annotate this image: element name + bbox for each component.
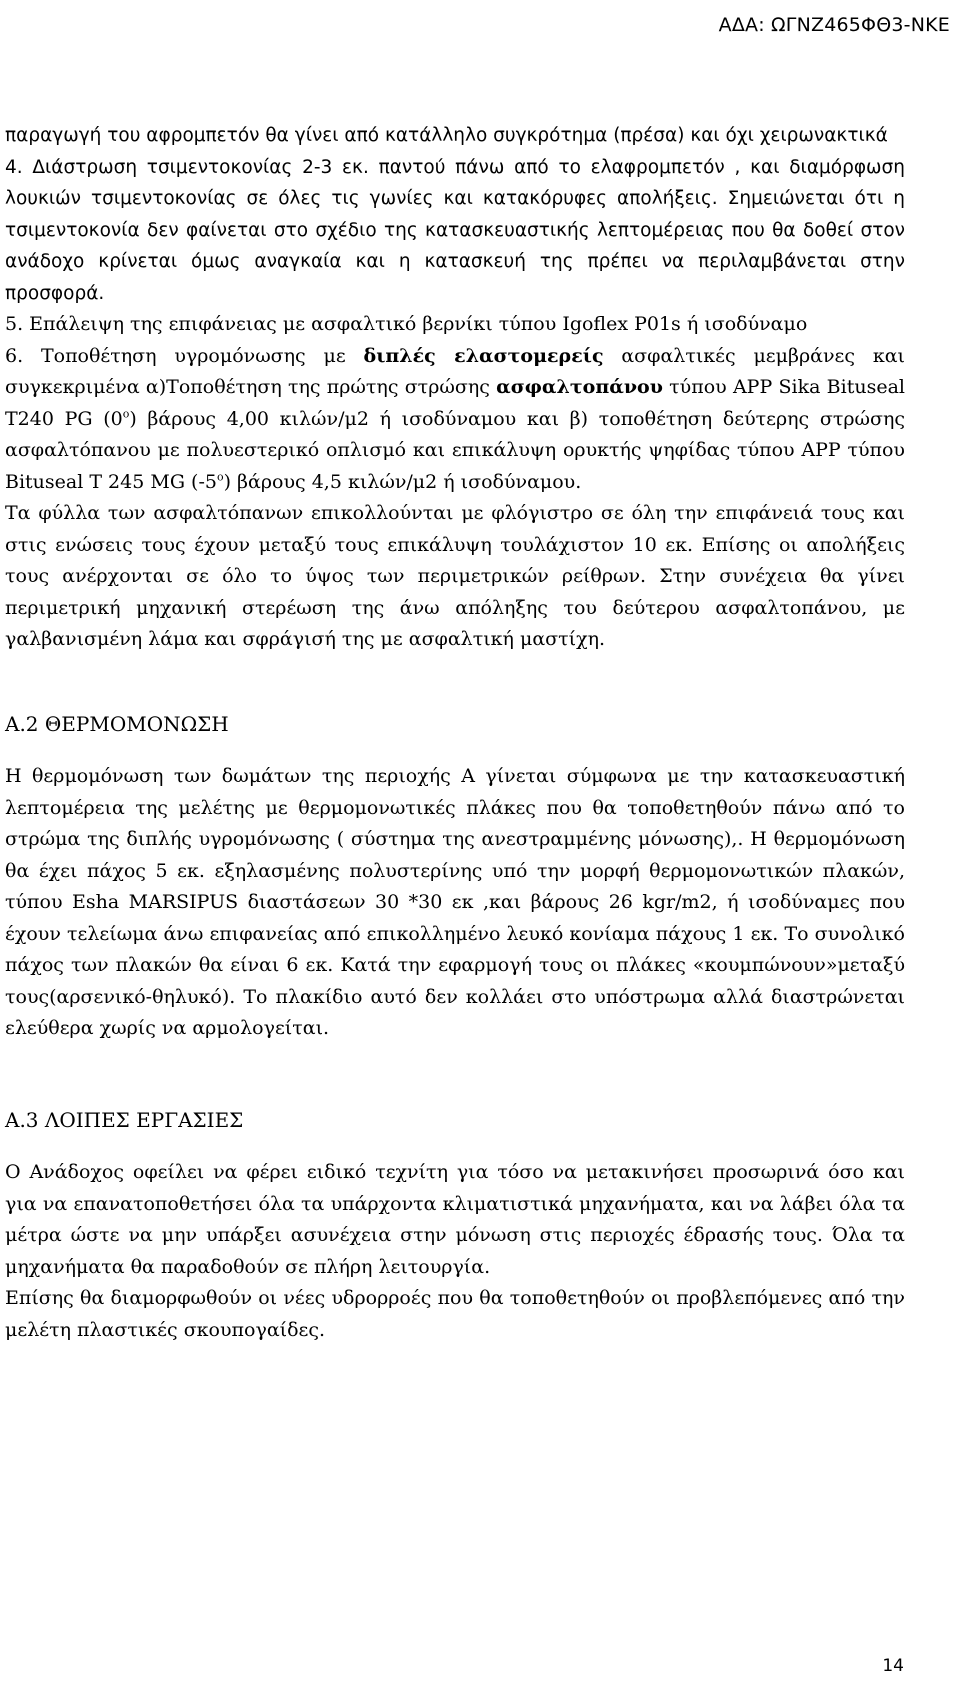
paragraph-cement-mortar: 4. Διάστρωση τσιμεντοκονίας 2-3 εκ. παντού πάνω από το ελαφρομπετόν , και διαμόρφωση λουκιών τσιμεντοκονίας σε όλες τις γωνίες και κατακόρυφες απολήξεις. Σημειώνεται ότι η τσιμεντοκονία δεν φαίνεται στο σχέδιο της κατασκευαστικής λεπτομέρειας που θα δοθεί στον ανάδοχο κρίνεται όμως αναγκαία και η κατασκευή της πρέπει να περιλαμβάνεται στην προσφορά. xyxy=(5,156,905,304)
text-segment: 6. Τοποθέτηση υγρομόνωσης με xyxy=(5,344,364,367)
text-segment: τύπου APP Sika Bituseal T240 PG (0 xyxy=(5,376,905,430)
superscript-degree: ο xyxy=(122,407,130,421)
text-segment: ) βάρους 4,5 κιλών/μ2 ή ισοδύναμου. xyxy=(223,470,582,493)
page-number: 14 xyxy=(882,1656,904,1676)
bold-text-double-membranes: διπλές ελαστομερείς xyxy=(363,344,604,367)
bold-text-asphalt-cloth: ασφαλτοπάνου xyxy=(496,376,663,398)
paragraph-air-conditioners: Ο Ανάδοχος οφείλει να φέρει ειδικό τεχνίτη για τόσο να μετακινήσει προσωρινά όσο και για να επανατοποθετήσει όλα τα υπάρχοντα κλιματιστικά μηχανήματα, και να λάβει όλα τα μέτρα ώστε να μην υπάρξει ασυνέχεια στην μόνωση στις περιοχές έδρασής τους. Όλα τα μηχανήματα θα παραδοθούν σε πλήρη λειτουργία. xyxy=(5,1161,905,1278)
section-heading-thermal-insulation: Α.2 ΘΕΡΜΟΜΟΝΩΣΗ xyxy=(5,711,229,736)
text-segment: ασφαλτικές μεμβράνες και συγκεκριμένα α)Τοποθέτηση της πρώτης στρώσης xyxy=(5,344,905,398)
text-segment: ) βάρους 4,00 κιλών/μ2 ή ισοδύναμου και β) τοποθέτηση δεύτερης στρώσης ασφαλτόπανου με πολυεστερικό οπλισμό και επικάλυψη ορυκτής ψηφίδας τύπου APP τύπου Bituseal T 245 MG (-5 xyxy=(5,407,905,493)
paragraph-membrane-application: Τα φύλλα των ασφαλτόπανων επικολλούνται με φλόγιστρο σε όλη την επιφάνειά τους και στις ενώσεις τους έχουν μεταξύ τους επικάλυψη τουλάχιστον 10 εκ. Επίσης οι απολήξεις τους ανέρχονται σε όλο το ύψος των περιμετρικών ρείθρων. Στην συνέχεια θα γίνει περιμετρική μηχανική στερέωση της άνω απόληξης του δεύτερου ασφαλτοπάνου, με γαλβανισμένη λάμα και σφράγισή της με ασφαλτική μαστίχη. xyxy=(5,502,905,650)
paragraph-gutters: Επίσης θα διαμορφωθούν οι νέες υδρορροές που θα τοποθετηθούν οι προβλεπόμενες από την μελέτη πλαστικές σκουπογαίδες. xyxy=(5,1287,905,1341)
superscript-degree: ο xyxy=(216,470,224,484)
document-ada-code: ΑΔΑ: ΩΓΝΖ465ΦΘ3-ΝΚΕ xyxy=(718,14,950,36)
paragraph-thermal-insulation: Η θερμομόνωση των δωμάτων της περιοχής Α γίνεται σύμφωνα με την κατασκευαστική λεπτομέρεια της μελέτης με θερμομονωτικές πλάκες που θα τοποθετηθούν πάνω από το στρώμα της διπλής υγρομόνωσης ( σύστημα της ανεστραμμένης μόνωσης),. Η θερμομόνωση θα έχει πάχος 5 εκ. εξηλασμένης πολυστερίνης υπό την μορφή θερμομονωτικών πλακών, τύπου Esha MARSIPUS διαστάσεων 30 *30 εκ ,και βάρους 26 kgr/m2, ή ισοδύναμες που έχουν τελείωμα άνω επιφανείας από επικολλημένο λευκό κονίαμα πάχους 1 εκ. Το συνολικό πάχος των πλακών θα είναι 6 εκ. Κατά την εφαρμογή τους οι πλάκες «κουμπώνουν»μεταξύ τους(αρσενικό-θηλυκό). Το πλακίδιο αυτό δεν κολλάει στο υπόστρωμα αλλά διαστρώνεται ελεύθερα χωρίς να αρμολογείται. xyxy=(5,765,905,1039)
paragraph-foam-concrete: παραγωγή του αφρομπετόν θα γίνει από κατάλληλο συγκρότημα (πρέσα) και όχι χειρωνακτικά xyxy=(5,125,888,146)
paragraph-waterproofing xyxy=(5,341,905,499)
section-heading-other-works: Α.3 ΛΟΙΠΕΣ ΕΡΓΑΣΙΕΣ xyxy=(5,1107,244,1132)
document-body xyxy=(5,120,905,1346)
paragraph-asphalt-varnish: 5. Επάλειψη της επιφάνειας με ασφαλτικό βερνίκι τύπου Igoflex P01s ή ισοδύναμο xyxy=(5,313,808,335)
